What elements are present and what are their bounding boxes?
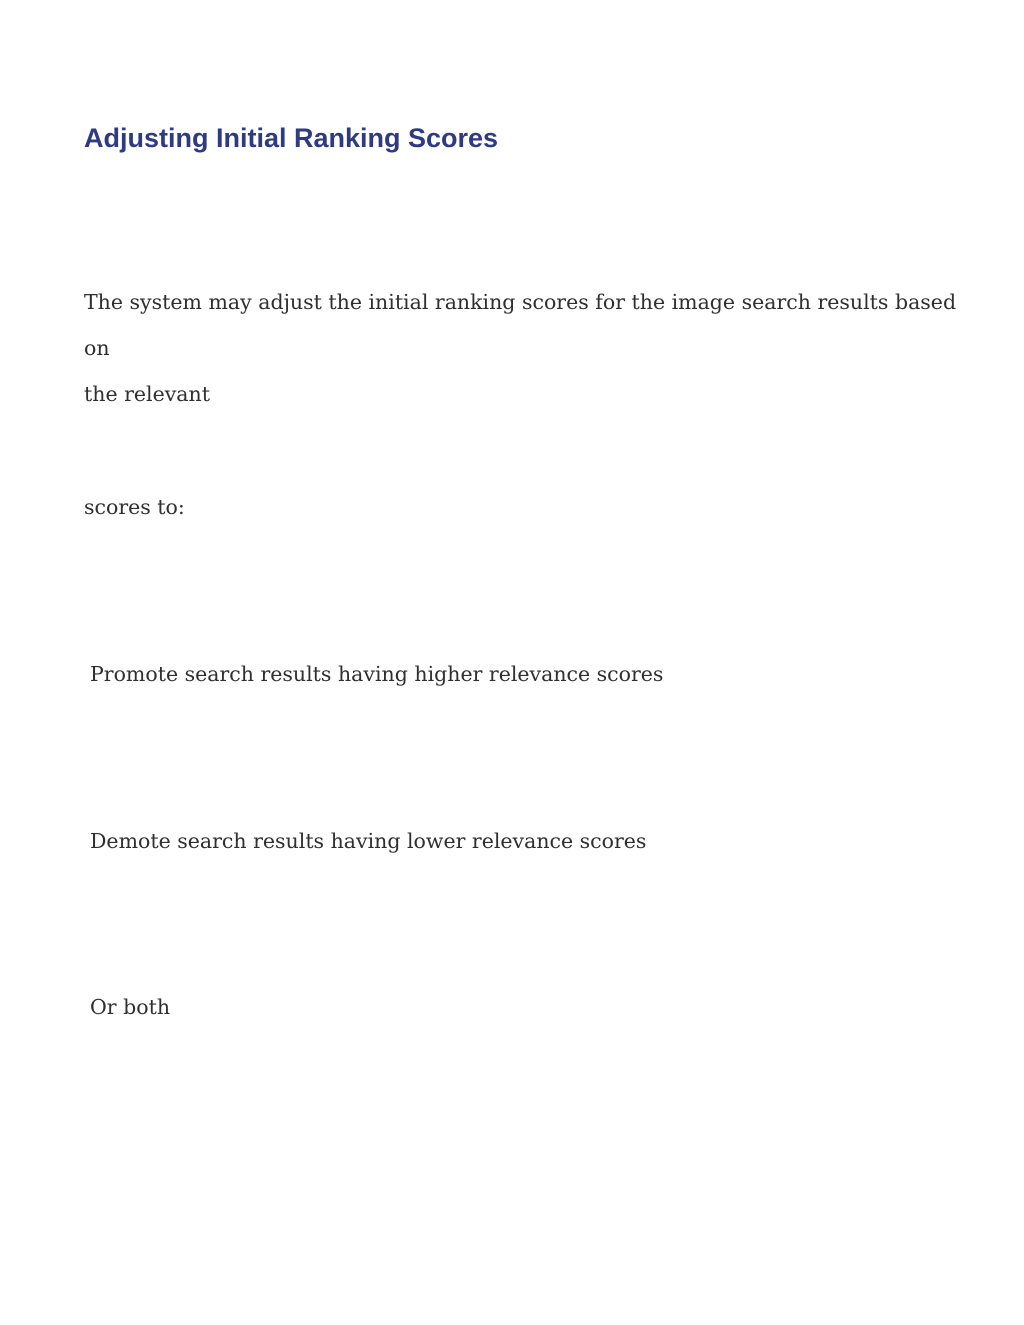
list-item-or-both: Or both: [90, 995, 171, 1019]
list-item-demote: Demote search results having lower relevance scores: [90, 829, 647, 853]
page-title: Adjusting Initial Ranking Scores: [84, 123, 499, 153]
intro-line-1: The system may adjust the initial ranking scores for the image search results based on: [84, 290, 957, 360]
list-item-promote: Promote search results having higher relevance scores: [90, 662, 664, 686]
intro-paragraph: [84, 279, 964, 417]
intro-line-2: the relevant: [84, 382, 210, 406]
scores-to-text: scores to:: [84, 495, 185, 519]
